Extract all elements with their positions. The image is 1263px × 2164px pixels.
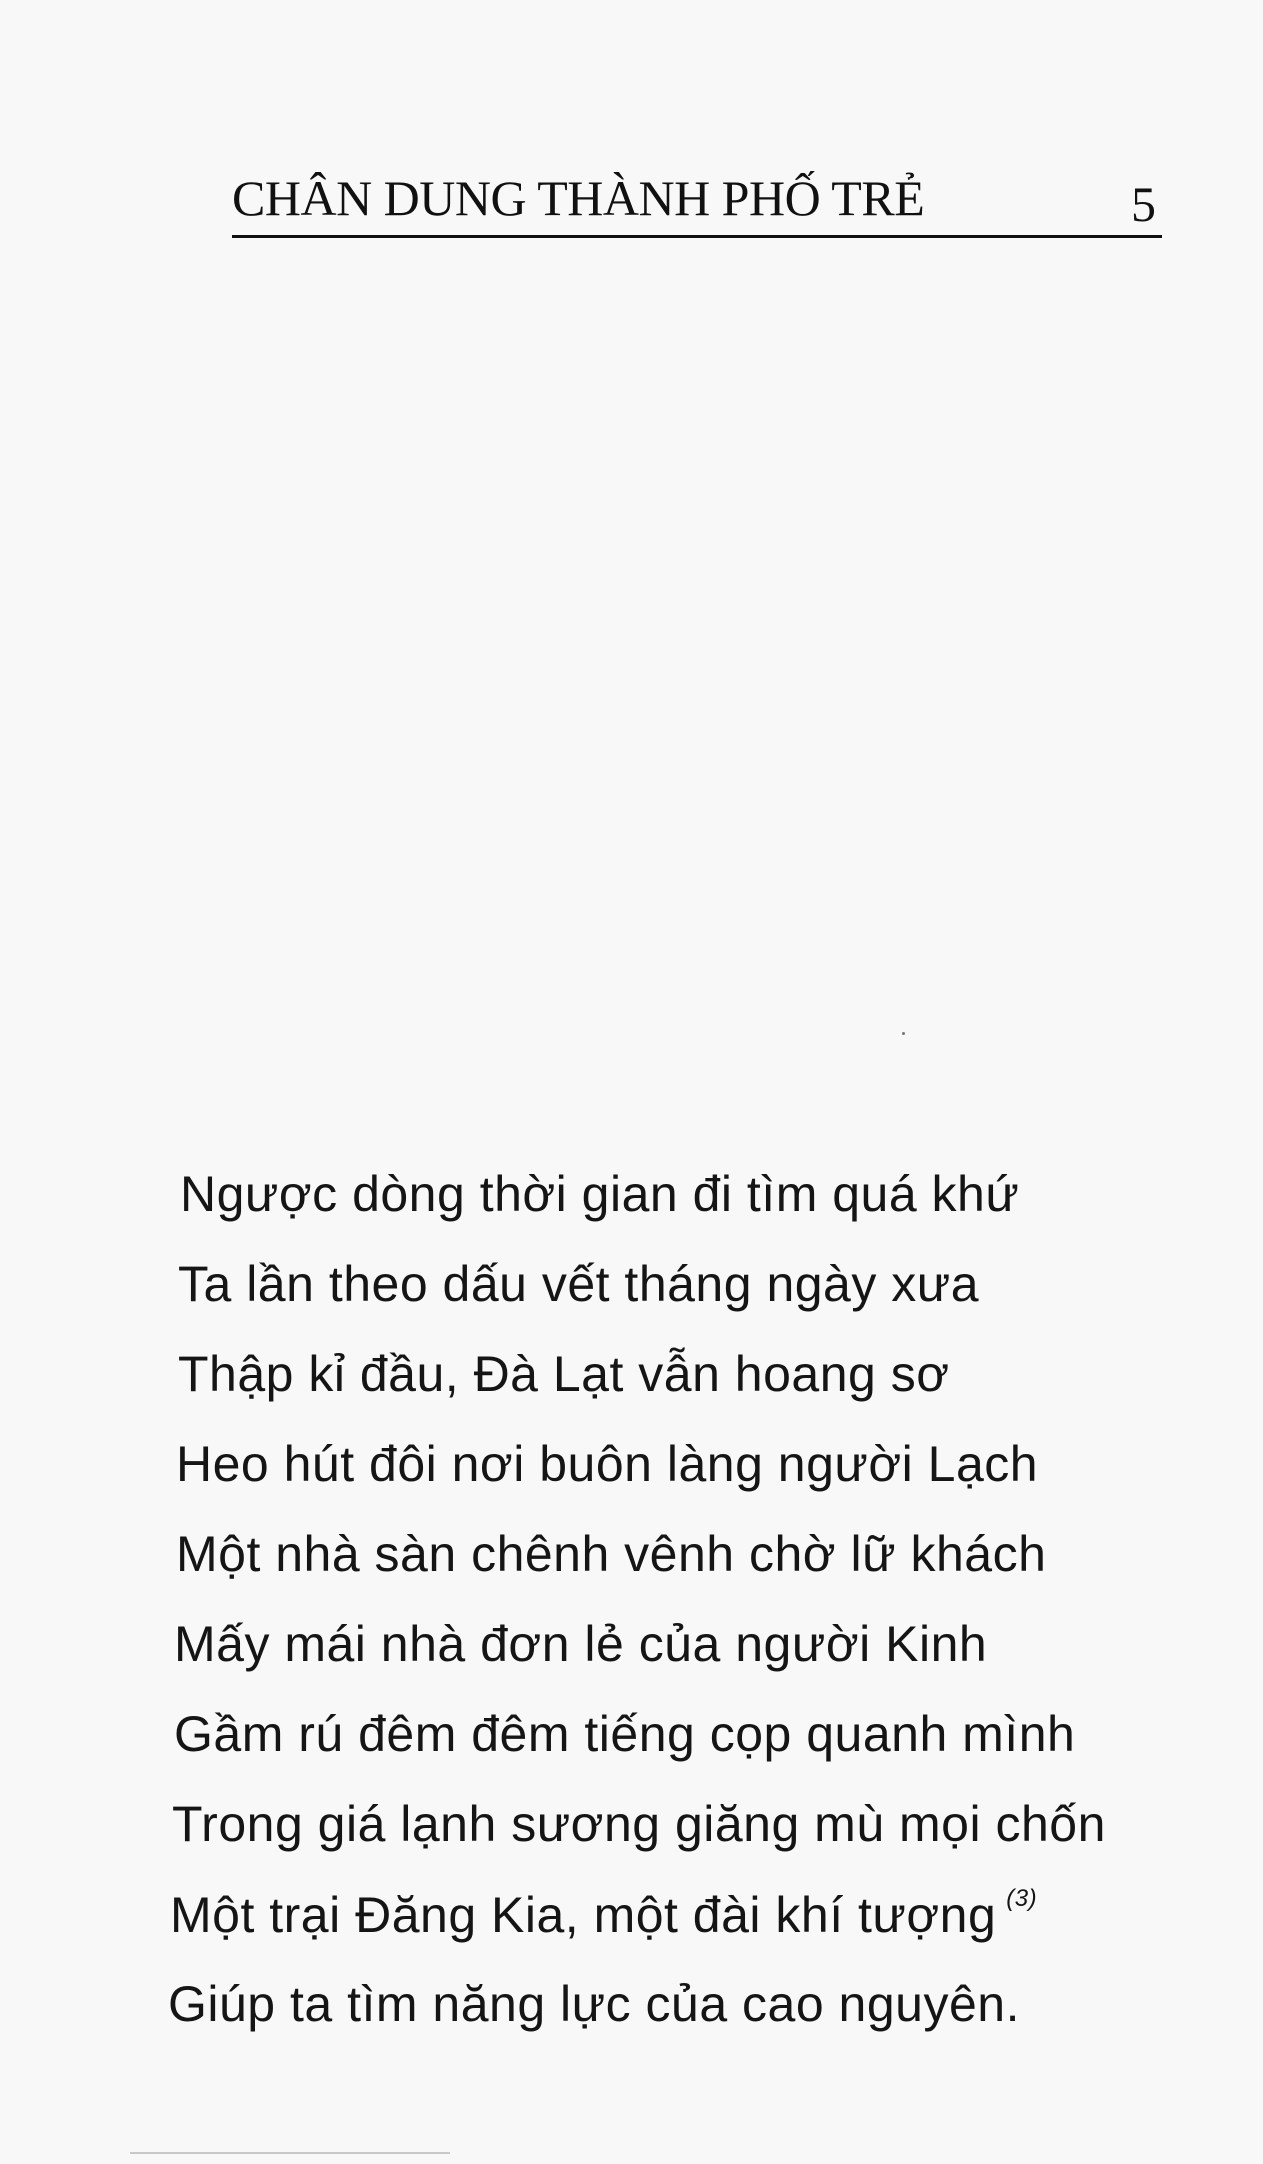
poem-line-7: Gầm rú đêm đêm tiếng cọp quanh mình bbox=[174, 1706, 1076, 1762]
scan-edge-line bbox=[130, 2152, 450, 2154]
poem-line-4: Heo hút đôi nơi buôn làng người Lạch bbox=[176, 1436, 1039, 1492]
running-header bbox=[232, 165, 1162, 238]
poem-line-5: Một nhà sàn chênh vênh chờ lữ khách bbox=[176, 1526, 1047, 1582]
page-number: 5 bbox=[1131, 176, 1156, 232]
poem-line-8: Trong giá lạnh sương giăng mù mọi chốn bbox=[172, 1796, 1106, 1852]
poem-line-9 bbox=[170, 1885, 1037, 1944]
poem-line-3: Thập kỉ đầu, Đà Lạt vẫn hoang sơ bbox=[178, 1346, 950, 1402]
poem-line-1: Ngược dòng thời gian đi tìm quá khứ bbox=[180, 1166, 1020, 1222]
header-title: CHÂN DUNG THÀNH PHỐ TRẺ bbox=[232, 170, 925, 226]
poem-line-6: Mấy mái nhà đơn lẻ của người Kinh bbox=[174, 1616, 988, 1672]
poem-line-10: Giúp ta tìm năng lực của cao nguyên. bbox=[168, 1976, 1020, 2032]
print-speck bbox=[902, 1032, 905, 1035]
footnote-reference: (3) bbox=[1006, 1885, 1038, 1912]
poem-line-2: Ta lần theo dấu vết tháng ngày xưa bbox=[178, 1256, 980, 1312]
poem-line-9-text: Một trại Đăng Kia, một đài khí tượng bbox=[170, 1887, 997, 1943]
